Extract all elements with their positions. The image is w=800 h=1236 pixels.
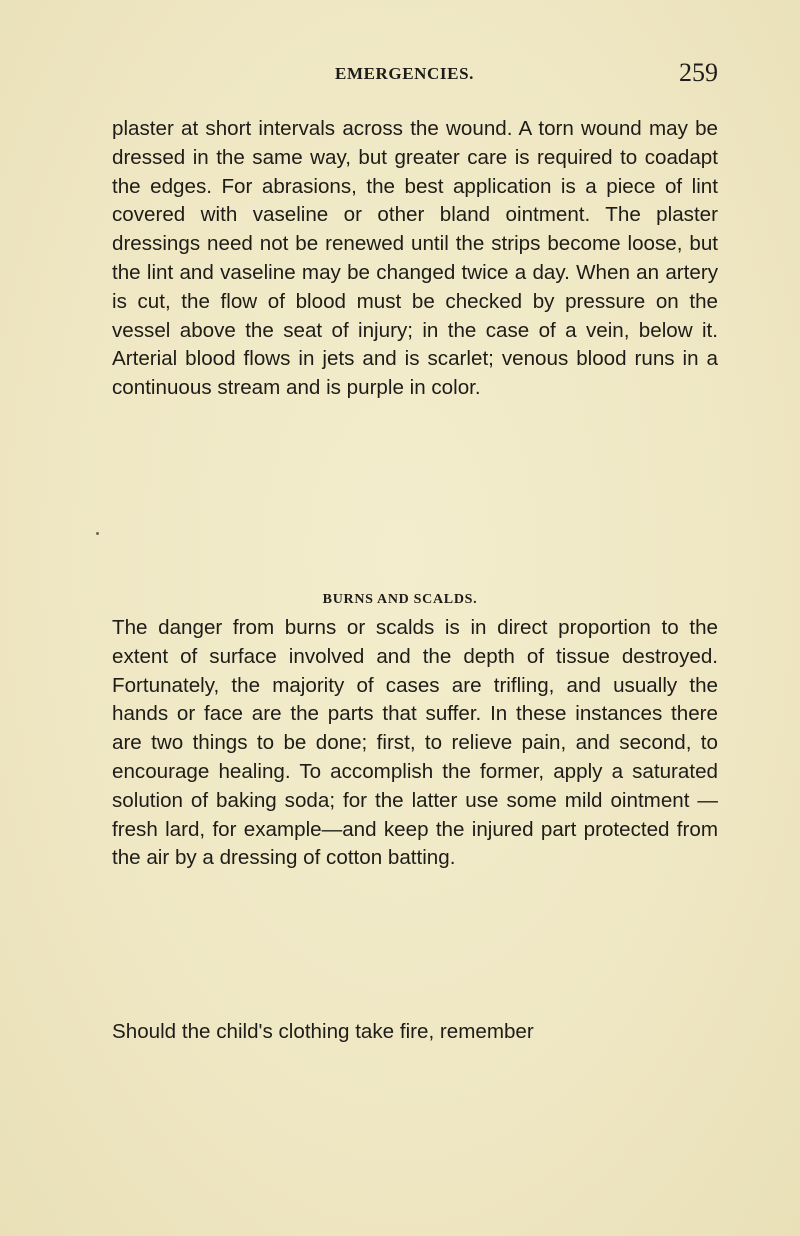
paragraph-burns: The danger from burns or scalds is in direct proportion to the extent of surface involved and the depth of tissue destroyed. Fortunately, the majority of cases are trifling, and usually the hands or face are the parts that suffer. In these instances there are two things to be done; first, to relieve pain, and second, to encourage healing. To accomplish the former, apply a saturated solution of baking soda; for the latter use some mild ointment —fresh lard, for example—and keep the injured part protected from the air by a dressing of cotton batting. xyxy=(112,616,718,870)
running-title: EMERGENCIES. xyxy=(335,64,474,83)
paper-fleck xyxy=(96,532,99,535)
paragraph-wounds: plaster at short intervals across the wound. A torn wound may be dressed in the same way, but greater care is required to coadapt the edges. For abrasions, the best application is a piece of lint covered with vaseline or other bland ointment. The plaster dressings need not be renewed until the strips become loose, but the lint and vaseline may be changed twice a day. When an artery is cut, the flow of blood must be checked by pressure on the vessel above the seat of injury; in the case of a vein, below it. Arterial blood flows in jets and is scarlet; venous blood runs in a continuous stream and is purple in color. xyxy=(112,117,718,400)
section-heading-burns: BURNS AND SCALDS. xyxy=(322,592,478,607)
running-head xyxy=(110,58,718,96)
page-number: 259 xyxy=(679,58,718,87)
paragraph-clothing-fire: Should the child's clothing take fire, remember xyxy=(112,1020,534,1043)
